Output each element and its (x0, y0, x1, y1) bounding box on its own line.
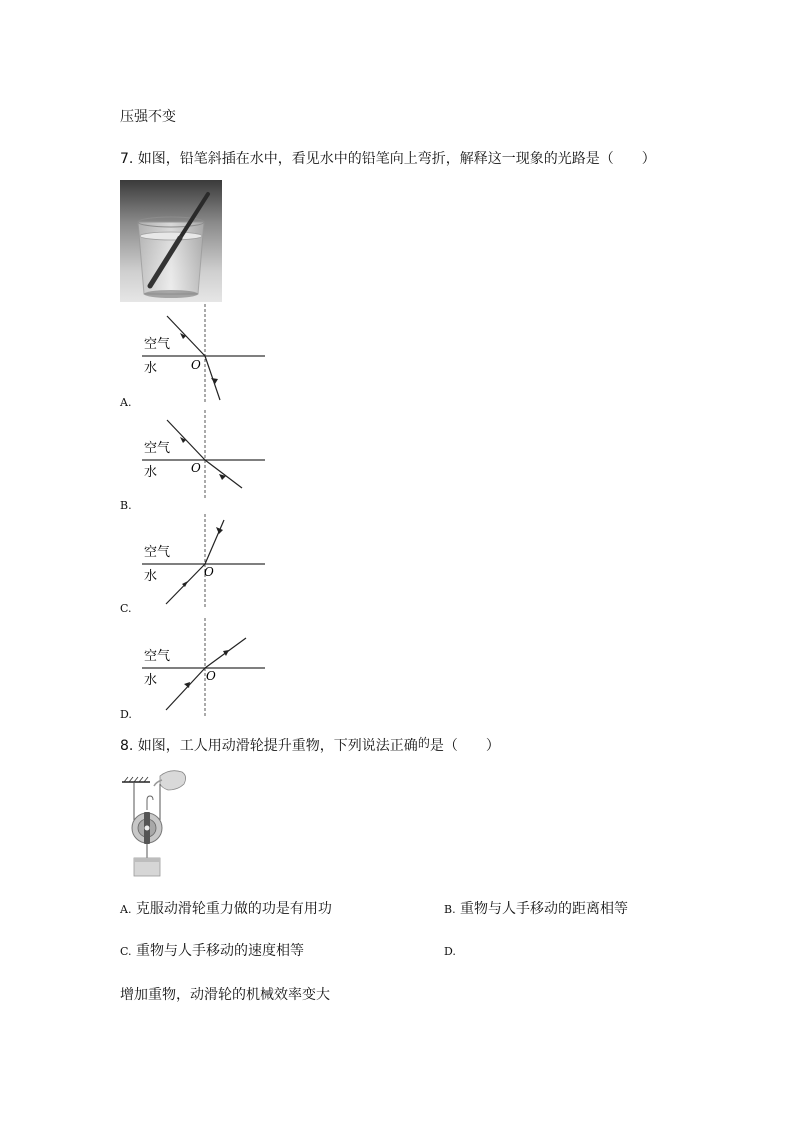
q7-option-b-diagram[interactable] (140, 410, 270, 500)
q7c-point-label: O (204, 565, 214, 579)
q8-option-b-letter: B. (444, 903, 456, 916)
pencil-in-water-glass-photo-icon (120, 180, 222, 302)
q8-option-a-text: 克服动滑轮重力做的功是有用功 (135, 901, 332, 917)
q8-option-d[interactable] (444, 942, 456, 960)
q8-pulley-figure (120, 766, 190, 878)
q7a-water-label: 水 (144, 361, 158, 376)
q7-option-d-diagram[interactable] (140, 618, 270, 716)
q7a-point-label: O (191, 358, 201, 372)
q8-stem-main: 8. 如图，工人用动滑轮提升重物，下列说法正确 (120, 738, 418, 754)
q7-option-d-letter: D. (120, 708, 132, 721)
q7d-water-label: 水 (144, 673, 158, 688)
q8-option-c-letter: C. (120, 945, 132, 958)
q8-stem-tail: 是（ ） (429, 738, 500, 754)
q8-stem-suffix: 的 (417, 736, 430, 750)
q8-option-a-letter: A. (120, 903, 132, 916)
q7a-air-label: 空气 (144, 337, 171, 352)
q7b-water-label: 水 (144, 465, 158, 480)
q8-option-b[interactable] (444, 900, 628, 918)
q7-option-c-letter: C. (120, 602, 132, 615)
q7d-air-label: 空气 (144, 649, 171, 664)
q7b-air-label: 空气 (144, 441, 171, 456)
q8-stem (120, 737, 500, 755)
q7-option-b-letter: B. (120, 499, 132, 512)
pencil-in-water-photo (120, 180, 222, 302)
q7c-water-label: 水 (144, 569, 158, 584)
q8-option-b-text: 重物与人手移动的距离相等 (460, 901, 629, 917)
q7b-point-label: O (191, 461, 201, 475)
q8-option-d-letter: D. (444, 945, 456, 958)
q7-option-a-diagram[interactable] (140, 304, 270, 402)
q7c-air-label: 空气 (144, 545, 171, 560)
q7-option-c-diagram[interactable] (140, 514, 270, 608)
q8-option-c[interactable] (120, 942, 304, 960)
q8-option-a[interactable] (120, 900, 332, 918)
q8-option-c-text: 重物与人手移动的速度相等 (135, 943, 304, 959)
q7-option-a-letter: A. (120, 396, 132, 409)
q7-stem: 7. 如图，铅笔斜插在水中，看见水中的铅笔向上弯折，解释这一现象的光路是（ ） (120, 151, 656, 167)
q7d-point-label: O (206, 669, 216, 683)
q8-option-d-wrapped-text: 增加重物，动滑轮的机械效率变大 (120, 987, 330, 1003)
movable-pulley-hand-weight-icon (120, 766, 190, 878)
previous-answer-tail: 压强不变 (120, 109, 176, 125)
